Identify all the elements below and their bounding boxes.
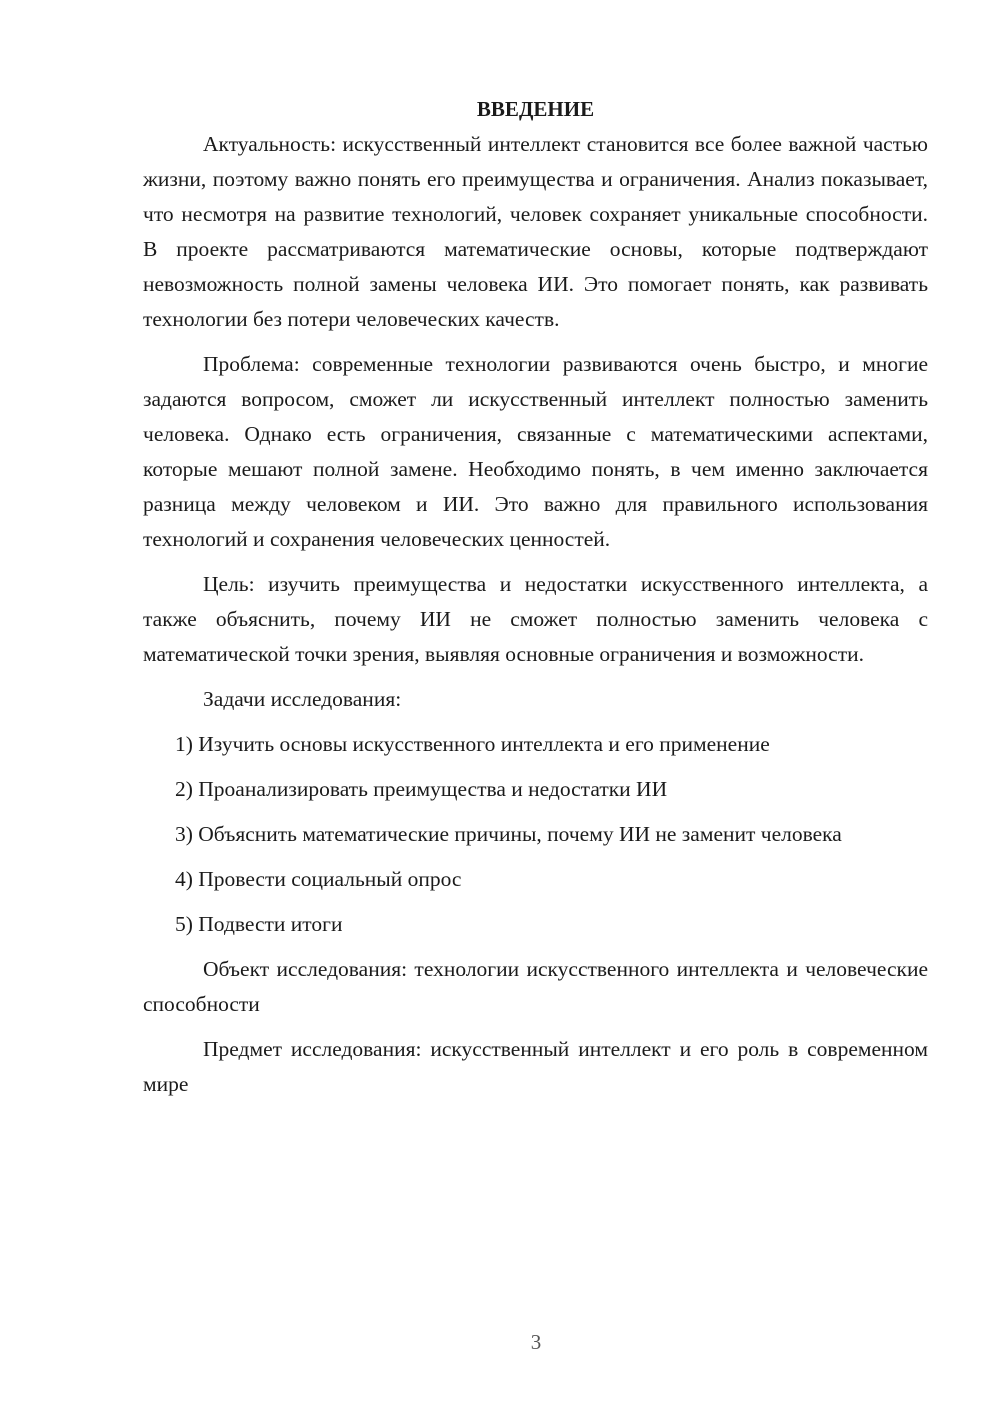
tasks-heading: Задачи исследования: (203, 687, 402, 711)
paragraph-object: Объект исследования: технологии искусственного интеллекта и человеческие способности (143, 957, 928, 1016)
paragraph-subject: Предмет исследования: искусственный интеллект и его роль в современном мире (143, 1037, 928, 1096)
section-title: ВВЕДЕНИЕ (476, 97, 595, 121)
task-item-1: 1) Изучить основы искусственного интеллекта и его применение (175, 732, 770, 756)
task-item-4: 4) Провести социальный опрос (175, 867, 462, 891)
paragraph-goal: Цель: изучить преимущества и недостатки искусственного интеллекта, а также объяснить, почему ИИ не сможет полностью заменить человека с математической точки зрения, выявляя основные ограничения и возможности. (143, 572, 928, 666)
page-number: 3 (530, 1330, 542, 1354)
task-item-5: 5) Подвести итоги (175, 912, 343, 936)
document-page (143, 92, 928, 1102)
paragraph-problem: Проблема: современные технологии развиваются очень быстро, и многие задаются вопросом, сможет ли искусственный интеллект полностью заменить человека. Однако есть ограничения, связанные с математическими аспектами, которые мешают полной замене. Необходимо понять, в чем именно заключается разница между человеком и ИИ. Это важно для правильного использования технологий и сохранения человеческих ценностей. (143, 352, 928, 551)
task-item-2: 2) Проанализировать преимущества и недостатки ИИ (175, 777, 668, 801)
paragraph-relevance: Актуальность: искусственный интеллект становится все более важной частью жизни, поэтому важно понять его преимущества и ограничения. Анализ показывает, что несмотря на развитие технологий, человек сохраняет уникальные способности. В проекте рассматриваются математические основы, которые подтверждают невозможность полной замены человека ИИ. Это помогает понять, как развивать технологии без потери человеческих качеств. (143, 132, 928, 331)
task-item-3: 3) Объяснить математические причины, почему ИИ не заменит человека (175, 822, 842, 846)
